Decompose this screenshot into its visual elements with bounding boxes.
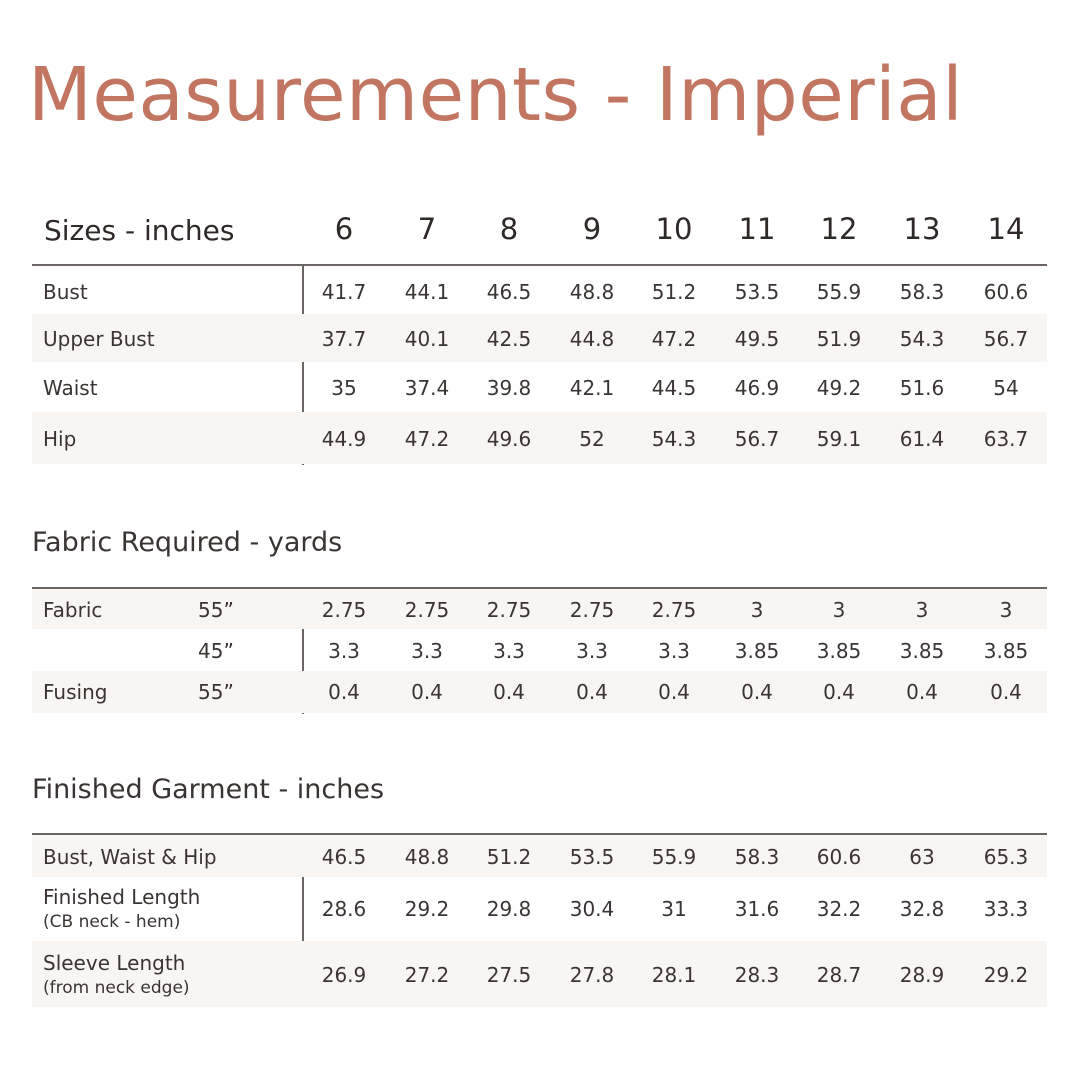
- cell: 54.3: [899, 327, 945, 351]
- cell: 60.6: [816, 845, 862, 869]
- cell: 2.75: [486, 598, 532, 622]
- table-row: [32, 941, 1047, 1007]
- cell: 27.5: [486, 963, 532, 987]
- size-header: 6: [334, 212, 354, 246]
- fabric-width: 55”: [198, 680, 234, 704]
- row-label: Waist: [43, 376, 98, 400]
- cell: 0.4: [741, 680, 773, 704]
- cell: 3.85: [983, 639, 1029, 663]
- table-row: [32, 412, 1047, 464]
- cell: 0.4: [906, 680, 938, 704]
- cell: 0.4: [328, 680, 360, 704]
- cell: 29.2: [983, 963, 1029, 987]
- garment-heading: Finished Garment - inches: [32, 774, 385, 805]
- size-header: 7: [417, 212, 437, 246]
- cell: 3.3: [576, 639, 608, 663]
- cell: 3.3: [493, 639, 525, 663]
- cell: 49.2: [816, 376, 862, 400]
- row-label: Hip: [43, 427, 77, 451]
- cell: 55.9: [651, 845, 697, 869]
- cell: 37.7: [321, 327, 367, 351]
- cell: 58.3: [734, 845, 780, 869]
- cell: 58.3: [899, 280, 945, 304]
- cell: 3: [915, 598, 929, 622]
- cell: 27.2: [404, 963, 450, 987]
- cell: 40.1: [404, 327, 450, 351]
- cell: 46.9: [734, 376, 780, 400]
- cell: 48.8: [569, 280, 615, 304]
- size-header: 8: [499, 212, 519, 246]
- cell: 3: [750, 598, 764, 622]
- cell: 44.9: [321, 427, 367, 451]
- row-label: Fabric: [43, 598, 103, 622]
- cell: 54.3: [651, 427, 697, 451]
- row-label: Finished Length: [43, 885, 201, 909]
- cell: 32.8: [899, 897, 945, 921]
- cell: 0.4: [990, 680, 1022, 704]
- cell: 56.7: [734, 427, 780, 451]
- cell: 44.8: [569, 327, 615, 351]
- cell: 63: [909, 845, 935, 869]
- cell: 3.85: [899, 639, 945, 663]
- size-header: 13: [903, 212, 941, 246]
- cell: 53.5: [569, 845, 615, 869]
- row-label: Fusing: [43, 680, 108, 704]
- table-row: [32, 362, 1047, 412]
- cell: 27.8: [569, 963, 615, 987]
- cell: 0.4: [493, 680, 525, 704]
- cell: 52: [579, 427, 605, 451]
- cell: 28.6: [321, 897, 367, 921]
- cell: 3: [999, 598, 1013, 622]
- cell: 31.6: [734, 897, 780, 921]
- cell: 3: [832, 598, 846, 622]
- table-row: [32, 835, 1047, 877]
- cell: 3.3: [658, 639, 690, 663]
- cell: 42.5: [486, 327, 532, 351]
- cell: 0.4: [823, 680, 855, 704]
- cell: 59.1: [816, 427, 862, 451]
- cell: 3.85: [816, 639, 862, 663]
- size-header: 9: [582, 212, 602, 246]
- cell: 51.2: [651, 280, 697, 304]
- row-label: Sleeve Length: [43, 951, 186, 975]
- table-row: [32, 671, 1047, 713]
- cell: 28.9: [899, 963, 945, 987]
- cell: 51.9: [816, 327, 862, 351]
- size-header: 11: [738, 212, 776, 246]
- cell: 56.7: [983, 327, 1029, 351]
- cell: 2.75: [321, 598, 367, 622]
- size-header: 12: [820, 212, 858, 246]
- cell: 55.9: [816, 280, 862, 304]
- cell: 29.2: [404, 897, 450, 921]
- cell: 37.4: [404, 376, 450, 400]
- cell: 42.1: [569, 376, 615, 400]
- cell: 39.8: [486, 376, 532, 400]
- cell: 28.1: [651, 963, 697, 987]
- cell: 63.7: [983, 427, 1029, 451]
- row-label: Upper Bust: [43, 327, 155, 351]
- row-label: Bust, Waist & Hip: [43, 845, 217, 869]
- row-label: Bust: [43, 280, 88, 304]
- cell: 35: [331, 376, 357, 400]
- sizes-header-label: Sizes - inches: [44, 214, 235, 247]
- fabric-width: 55”: [198, 598, 234, 622]
- cell: 30.4: [569, 897, 615, 921]
- row-note: (from neck edge): [43, 978, 190, 998]
- size-header: 14: [987, 212, 1025, 246]
- cell: 65.3: [983, 845, 1029, 869]
- cell: 53.5: [734, 280, 780, 304]
- cell: 0.4: [658, 680, 690, 704]
- cell: 44.1: [404, 280, 450, 304]
- cell: 47.2: [651, 327, 697, 351]
- cell: 47.2: [404, 427, 450, 451]
- table-row: [32, 314, 1047, 362]
- cell: 29.8: [486, 897, 532, 921]
- cell: 41.7: [321, 280, 367, 304]
- cell: 31: [661, 897, 687, 921]
- table-row: [32, 268, 1047, 314]
- cell: 2.75: [651, 598, 697, 622]
- cell: 44.5: [651, 376, 697, 400]
- cell: 46.5: [321, 845, 367, 869]
- cell: 51.6: [899, 376, 945, 400]
- size-header: 10: [655, 212, 693, 246]
- cell: 28.3: [734, 963, 780, 987]
- row-note: (CB neck - hem): [43, 912, 181, 932]
- cell: 49.6: [486, 427, 532, 451]
- cell: 3.3: [328, 639, 360, 663]
- cell: 2.75: [404, 598, 450, 622]
- cell: 0.4: [411, 680, 443, 704]
- cell: 49.5: [734, 327, 780, 351]
- cell: 60.6: [983, 280, 1029, 304]
- cell: 32.2: [816, 897, 862, 921]
- cell: 3.3: [411, 639, 443, 663]
- table-rule: [32, 264, 1047, 266]
- cell: 3.85: [734, 639, 780, 663]
- cell: 33.3: [983, 897, 1029, 921]
- cell: 26.9: [321, 963, 367, 987]
- cell: 61.4: [899, 427, 945, 451]
- page-title: Measurements - Imperial: [28, 52, 964, 138]
- cell: 2.75: [569, 598, 615, 622]
- fabric-heading: Fabric Required - yards: [32, 527, 343, 558]
- cell: 54: [993, 376, 1019, 400]
- cell: 48.8: [404, 845, 450, 869]
- cell: 0.4: [576, 680, 608, 704]
- fabric-width: 45”: [198, 639, 234, 663]
- cell: 28.7: [816, 963, 862, 987]
- cell: 51.2: [486, 845, 532, 869]
- table-row: [32, 877, 1047, 941]
- table-row: [32, 629, 1047, 671]
- cell: 46.5: [486, 280, 532, 304]
- table-row: [32, 589, 1047, 629]
